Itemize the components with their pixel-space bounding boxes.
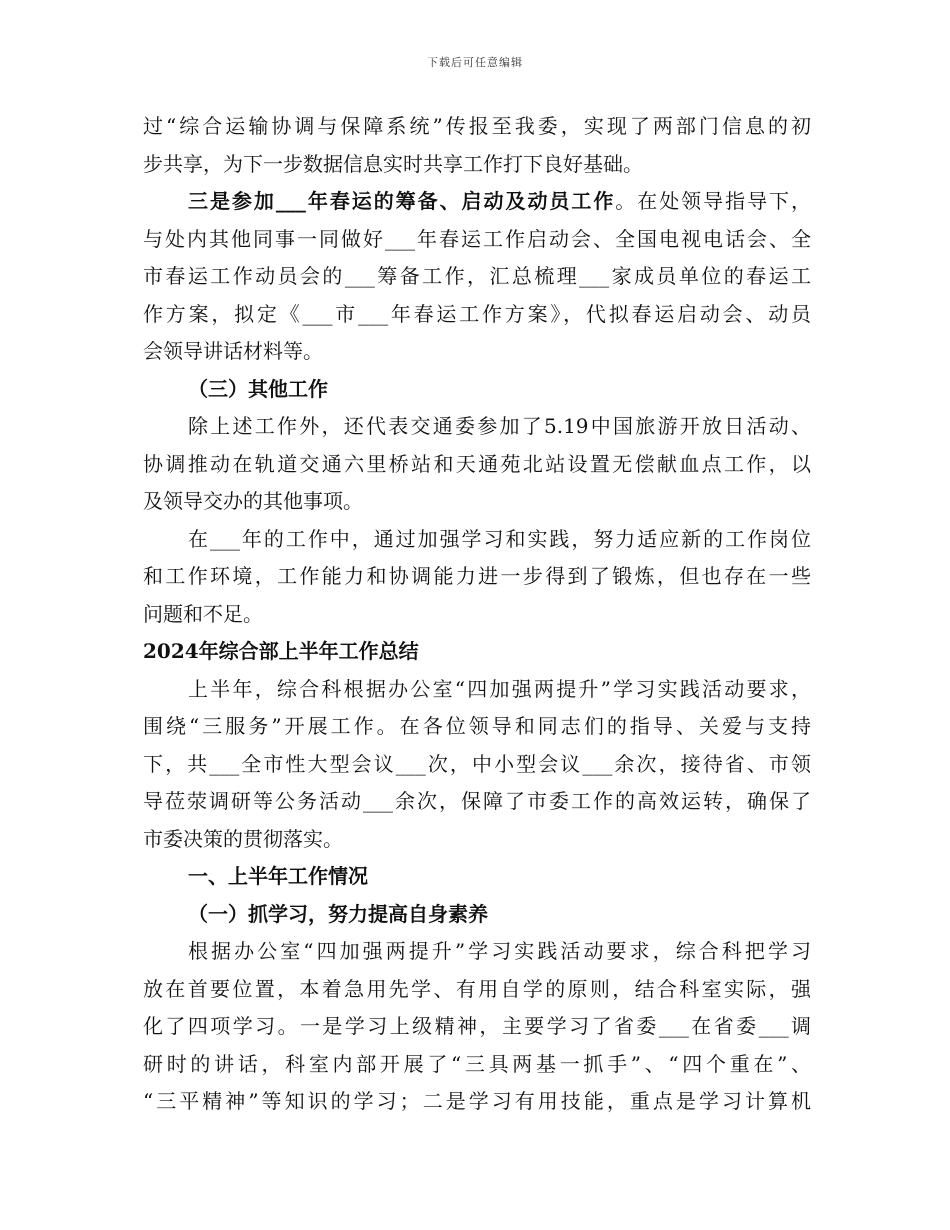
body-line: 市春运工作动员会的___筹备工作，汇总梳理___家成员单位的春运工: [143, 264, 811, 288]
body-line: 研时的讲话，科室内部开展了“三具两基一抓手”、“四个重在”、: [143, 1051, 811, 1076]
body-line: 步共享，为下一步数据信息实时共享工作打下良好基础。: [143, 151, 643, 176]
body-line: 协调推动在轨道交通六里桥站和天通苑北站设置无偿献血点工作，以: [143, 451, 811, 476]
body-line: 上半年，综合科根据办公室“四加强两提升”学习实践活动要求，: [188, 676, 811, 701]
body-line: 及领导交办的其他事项。: [143, 489, 363, 513]
body-line: 在___年的工作中，通过加强学习和实践，努力适应新的工作岗位: [188, 526, 811, 551]
document-body: [143, 108, 811, 1121]
section-heading: 一、上半年工作情况: [188, 864, 368, 888]
body-text: 。在处领导指导下，: [615, 189, 812, 213]
body-line: 会领导讲话材料等。: [143, 339, 323, 363]
body-line: 除上述工作外，还代表交通委参加了5.19中国旅游开放日活动、: [188, 414, 811, 438]
body-line: 围绕“三服务”开展工作。在各位领导和同志们的指导、关爱与支持: [143, 714, 811, 738]
body-line: 和工作环境，工作能力和协调能力进一步得到了锻炼，但也存在一些: [143, 564, 811, 588]
body-line: 过“综合运输协调与保障系统”传报至我委，实现了两部门信息的初: [143, 114, 811, 138]
body-line: 放在首要位置，本着急用先学、有用自学的原则，结合科室实际，强: [143, 976, 811, 1001]
page-header: 下载后可任意编辑: [427, 56, 523, 69]
document-title: 2024年综合部上半年工作总结: [143, 639, 419, 663]
body-line: 导莅荥调研等公务活动___余次，保障了市委工作的高效运转，确保了: [143, 789, 811, 813]
body-line: 作方案，拟定《___市___年春运工作方案》，代拟春运启动会、动员: [143, 301, 811, 326]
body-line: “三平精神”等知识的学习；二是学习有用技能，重点是学习计算机: [143, 1089, 811, 1113]
body-line: 下，共___全市性大型会议___次，中小型会议___余次，接待省、市领: [143, 751, 811, 776]
body-line: 化了四项学习。一是学习上级精神，主要学习了省委___在省委___调: [143, 1014, 811, 1038]
subsection-heading: （一）抓学习，努力提高自身素养: [188, 901, 488, 926]
body-line: 问题和不足。: [143, 601, 263, 626]
bold-lead-text: 三是参加___年春运的筹备、启动及动员工作: [188, 189, 616, 213]
section-heading: （三）其他工作: [188, 376, 328, 401]
body-line: 市委决策的贯彻落实。: [143, 826, 343, 851]
body-line: 根据办公室“四加强两提升”学习实践活动要求，综合科把学习: [188, 939, 811, 963]
body-line-mixed: [143, 183, 811, 221]
body-line: 与处内其他同事一同做好___年春运工作启动会、全国电视电话会、全: [143, 226, 811, 251]
